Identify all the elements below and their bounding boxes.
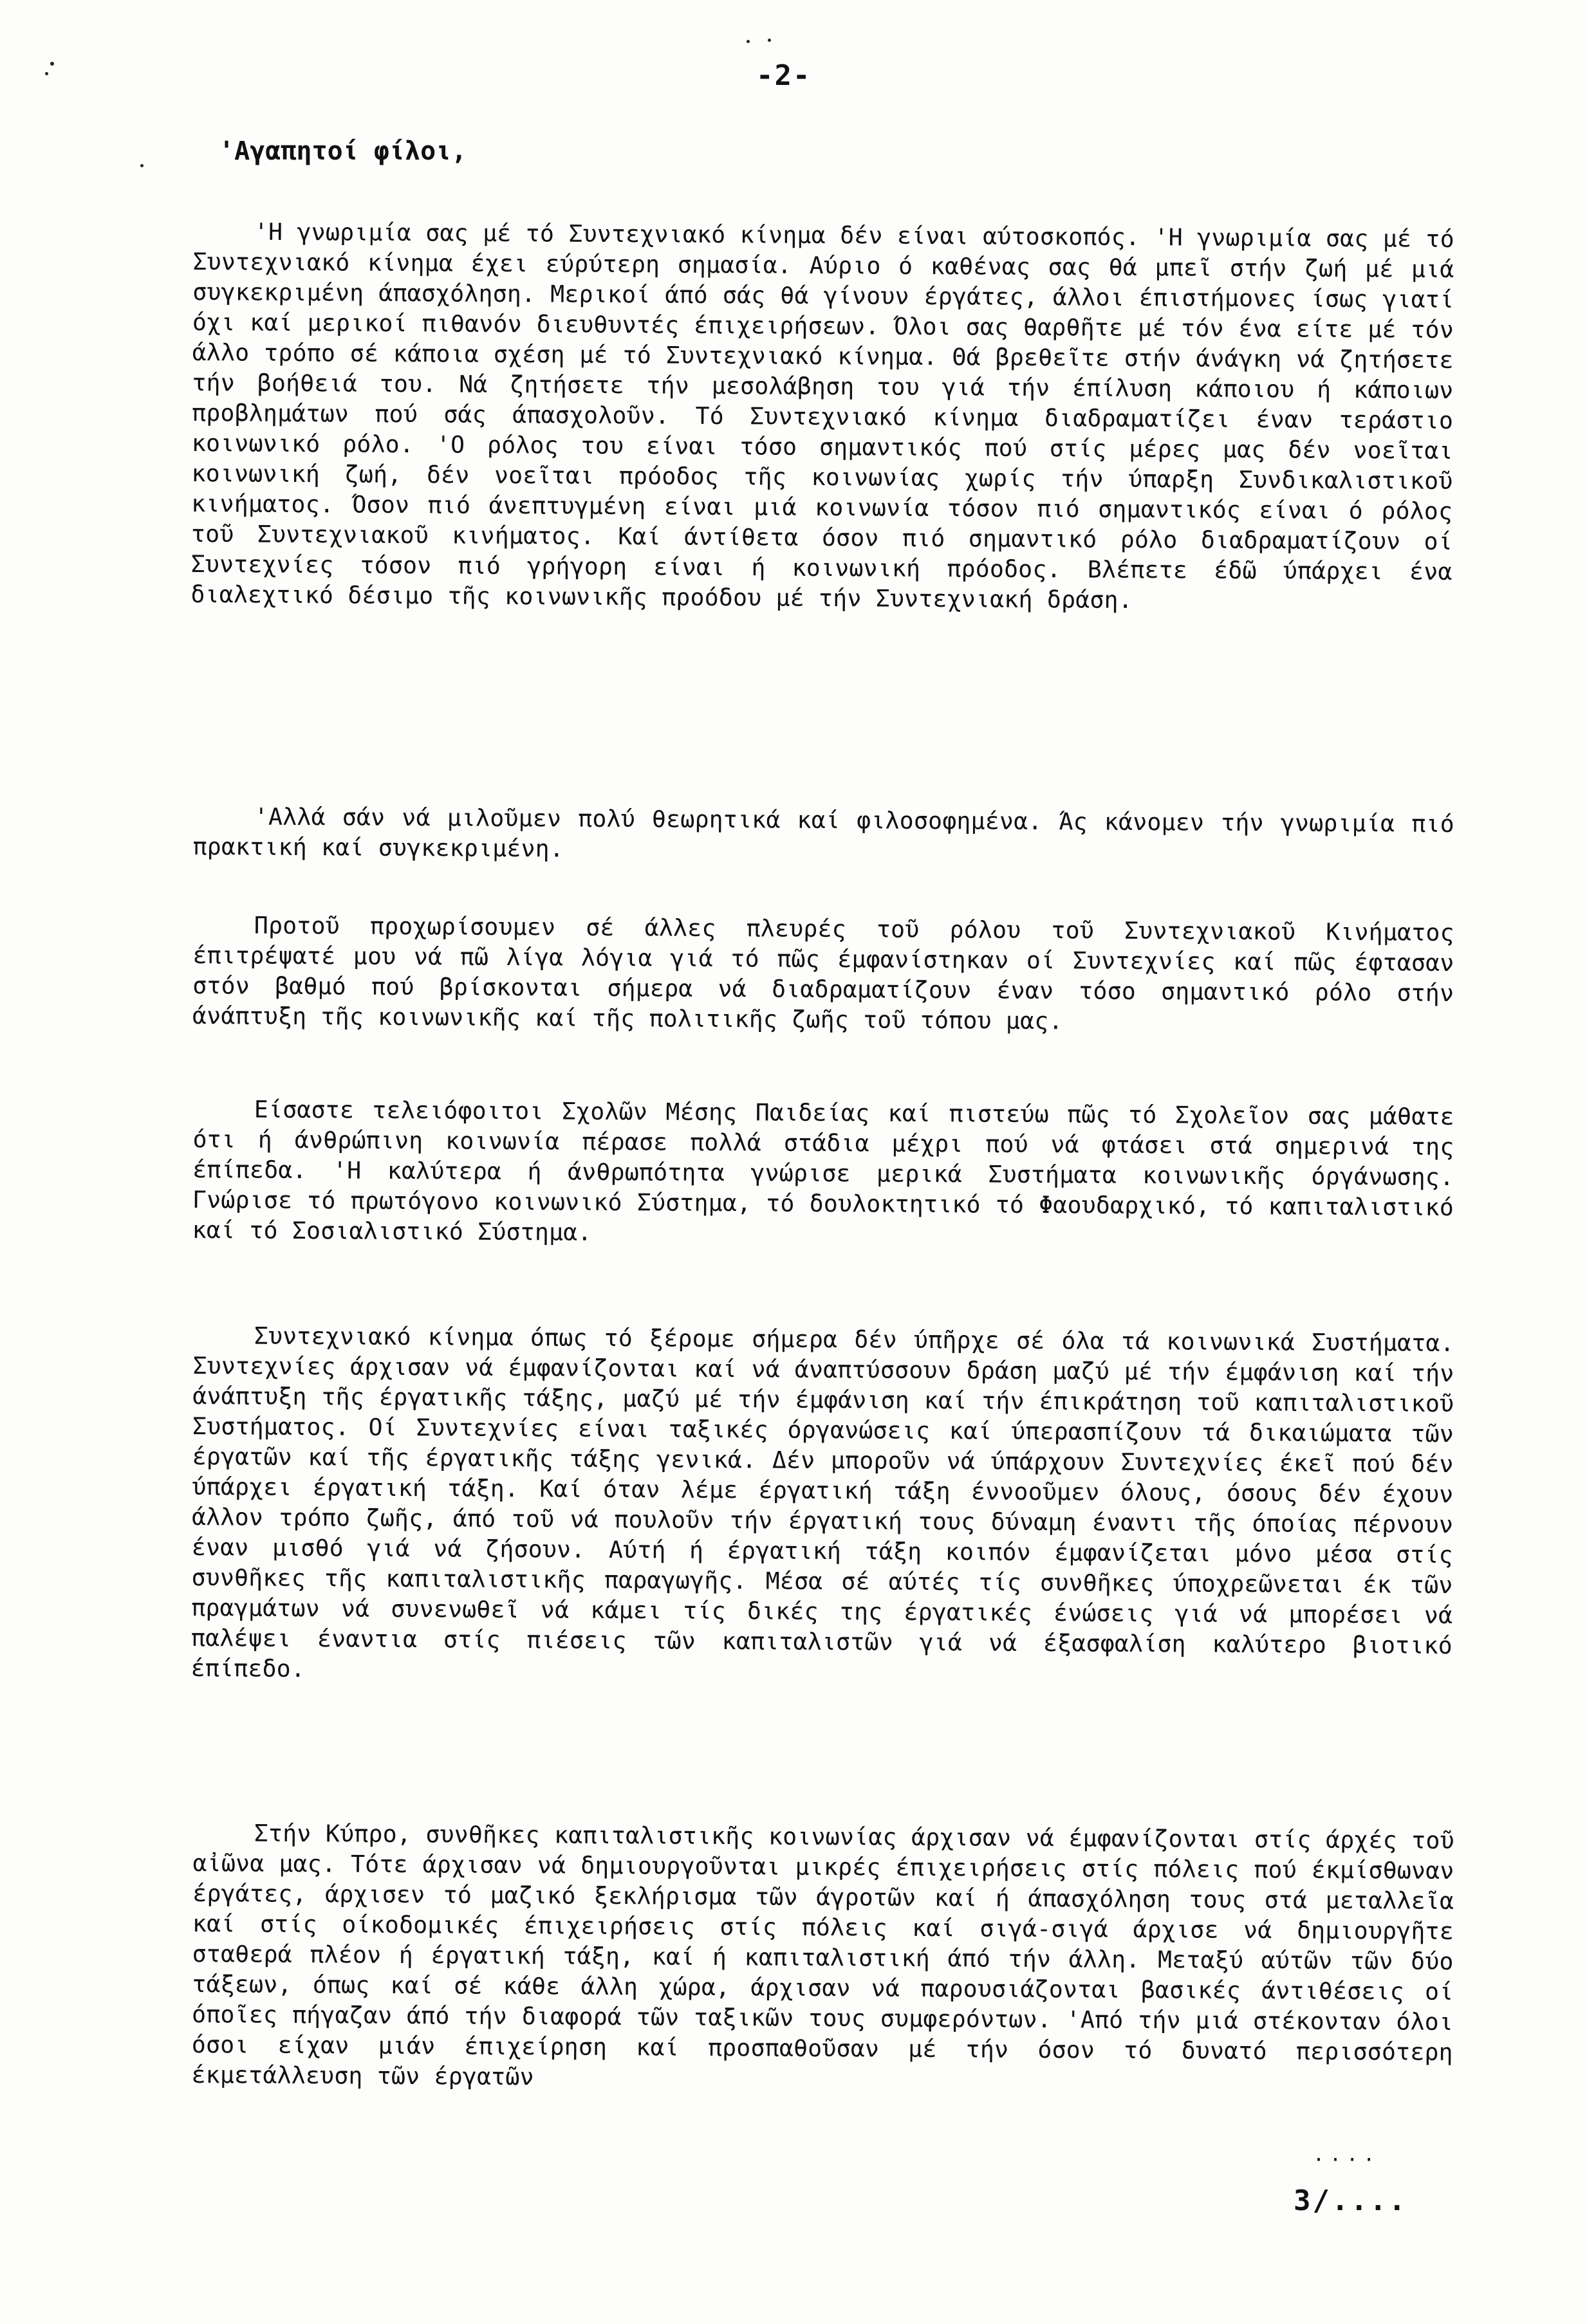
- body-paragraph: 'Αλλά σάν νά μιλοῦμεν πολύ θεωρητικά καί φιλοσοφημένα. Άς κάνομεν τήν γνωριμία πιό πρακτική καί συγκεκριμένη.: [192, 802, 1454, 863]
- dust-speck: [768, 39, 771, 42]
- body-paragraph: Συντεχνιακό κίνημα όπως τό ξέρομε σήμερα δέν ύπῆρχε σέ όλα τά κοινωνικά Συστήματα. Συντεχνίες άρχισαν νά έμφανίζονται καί νά άναπτύσσουν δράση μαζύ μέ τήν έμφάνιση καί τήν άνάπτυξη τῆς έργατικῆς τάξης, μαζύ μέ τήν έμφάνιση καί τήν έπικράτηση τοῦ καπιταλιστικοῦ Συστήματος. Οί Συντεχνίες είναι ταξικές όργανώσεις καί ύπερασπίζουν τά δικαιώματα τῶν έργατῶν καί τῆς έργατικῆς τάξης γενικά. Δέν μποροῦν νά ύπάρχουν Συντεχνίες έκεῖ πού δέν ύπάρχει έργατική τάξη. Καί όταν λέμε έργατική τάξη έννοοῦμεν όλους, όσους δέν έχουν άλλον τρόπο ζωῆς, άπό τοῦ νά πουλοῦν τήν έργατική τους δύναμη έναντι τῆς όποίας πέρνουν έναν μισθό γιά νά ζήσουν. Αύτή ή έργατική τάξη κοιπόν έμφανίζεται μόνο μέσα στίς συνθῆκες τῆς καπιταλιστικῆς παραγωγῆς. Μέσα σέ αύτές τίς συνθῆκες ύποχρεῶνεται έκ τῶν πραγμάτων νά συνενωθεῖ νά κάμει τίς δικές της έργατικές ένώσεις γιά νά μπορέσει νά παλέψει έναντια στίς πιέσεις τῶν καπιταλιστῶν γιά νά έξασφαλίση καλύτερο βιοτικό έπίπεδο.: [190, 1322, 1454, 1683]
- continuation-marker: 3/....: [1294, 2184, 1407, 2217]
- ellipsis-mark: ····: [1313, 2149, 1380, 2172]
- dust-speck: [45, 72, 48, 75]
- body-paragraph: Είσαστε τελειόφοιτοι Σχολῶν Μέσης Παιδείας καί πιστεύω πῶς τό Σχολεῖον σας μάθατε ότι ή άνθρώπινη κοινωνία πέρασε πολλά στάδια μέχρι πού νά φτάσει στά σημερινά της έπίπεδα. 'Η καλύτερα ή άνθρωπότητα γνώρισε μερικά Συστήματα κοινωνικῆς όργάνωσης. Γνώρισε τό πρωτόγονο κοινωνικό Σύστημα, τό δουλοκτητικό τό Φαουδαρχικό, τό καπιταλιστικό καί τό Σοσιαλιστικό Σύστημα.: [192, 1095, 1454, 1246]
- body-paragraph: 'Η γνωριμία σας μέ τό Συντεχνιακό κίνημα δέν είναι αύτοσκοπός. 'Η γνωριμία σας μέ τό Συντεχνιακό κίνημα έχει εύρύτερη σημασία. Αύριο ό καθένας σας θά μπεῖ στήν ζωή μέ μιά συγκεκριμένη άπασχόληση. Μερικοί άπό σάς θά γίνουν έργάτες, άλλοι έπιστήμονες ίσως γιατί όχι καί μερικοί πιθανόν διευθυντές έπιχειρήσεων. Όλοι σας θαρθῆτε μέ τόν ένα είτε μέ τόν άλλο τρόπο σέ κάποια σχέση μέ τό Συντεχνιακό κίνημα. Θά βρεθεῖτε στήν άνάγκη νά ζητήσετε τήν βοήθειά του. Νά ζητήσετε τήν μεσολάβηση του γιά τήν έπίλυση κάποιου ή κάποιων προβλημάτων πού σάς άπασχολοῦν. Τό Συντεχνιακό κίνημα διαδραματίζει έναν τεράστιο κοινωνικό ρόλο. 'Ο ρόλος του είναι τόσο σημαντικός πού στίς μέρες μας δέν νοεῖται κοινωνική ζωή, δέν νοεῖται πρόοδος τῆς κοινωνίας χωρίς τήν ύπαρξη Συνδικαλιστικοῦ κινήματος. Όσον πιό άνεπτυγμένη είναι μιά κοινωνία τόσον πιό σημαντικός είναι ό ρόλος τοῦ Συντεχνιακοῦ κινήματος. Καί άντίθετα όσον πιό σημαντικό ρόλο διαδραματίζουν οί Συντεχνίες τόσον πιό γρήγορη είναι ή κοινωνική πρόοδος. Βλέπετε έδῶ ύπάρχει ένα διαλεχτικό δέσιμο τῆς κοινωνικῆς προόδου μέ τήν Συντεχνιακή δράση.: [190, 217, 1454, 614]
- body-paragraph: Στήν Κύπρο, συνθῆκες καπιταλιστικῆς κοινωνίας άρχισαν νά έμφανίζονται στίς άρχές τοῦ αἰῶνα μας. Τότε άρχισαν νά δημιουργοῦνται μικρές έπιχειρήσεις στίς πόλεις πού έκμίσθωναν έργάτες, άρχισεν τό μαζικό ξεκλήρισμα τῶν άγροτῶν καί ή άπασχόληση τους στά μεταλλεῖα καί στίς οίκοδομικές έπιχειρήσεις στίς πόλεις καί σιγά-σιγά άρχισε νά δημιουργῆτε σταθερά πλέον ή έργατική τάξη, καί ή καπιταλιστική άπό τήν άλλη. Μεταξύ αύτῶν τῶν δύο τάξεων, όπως καί σέ κάθε άλλη χώρα, άρχισαν νά παρουσιάζονται βασικές άντιθέσεις οί όποῖες πήγαζαν άπό τήν διαφορά τῶν ταξικῶν τους συμφερόντων. 'Από τήν μιά στέκονταν όλοι όσοι είχαν μιάν έπιχείρηση καί προσπαθοῦσαν μέ τήν όσον τό δυνατό περισσότερη έκμετάλλευση τῶν έργατῶν: [191, 1819, 1454, 2091]
- dust-speck: [50, 62, 54, 66]
- salutation: 'Αγαπητοί φίλοι,: [219, 136, 467, 166]
- dust-speck: [140, 164, 144, 167]
- body-paragraph: Προτοῦ προχωρίσουμεν σέ άλλες πλευρές τοῦ ρόλου τοῦ Συντεχνιακοῦ Κινήματος έπιτρέψατέ μου νά πῶ λίγα λόγια γιά τό πῶς έμφανίστηκαν οί Συντεχνίες καί πῶς έφτασαν στόν βαθμό πού βρίσκονται σήμερα νά διαδραματίζουν έναν τόσο σημαντικό ρόλο στήν άνάπτυξη τῆς κοινωνικῆς καί τῆς πολιτικῆς ζωῆς τοῦ τόπου μας.: [192, 911, 1454, 1035]
- page-number: -2-: [756, 59, 812, 92]
- dust-speck: [747, 40, 750, 43]
